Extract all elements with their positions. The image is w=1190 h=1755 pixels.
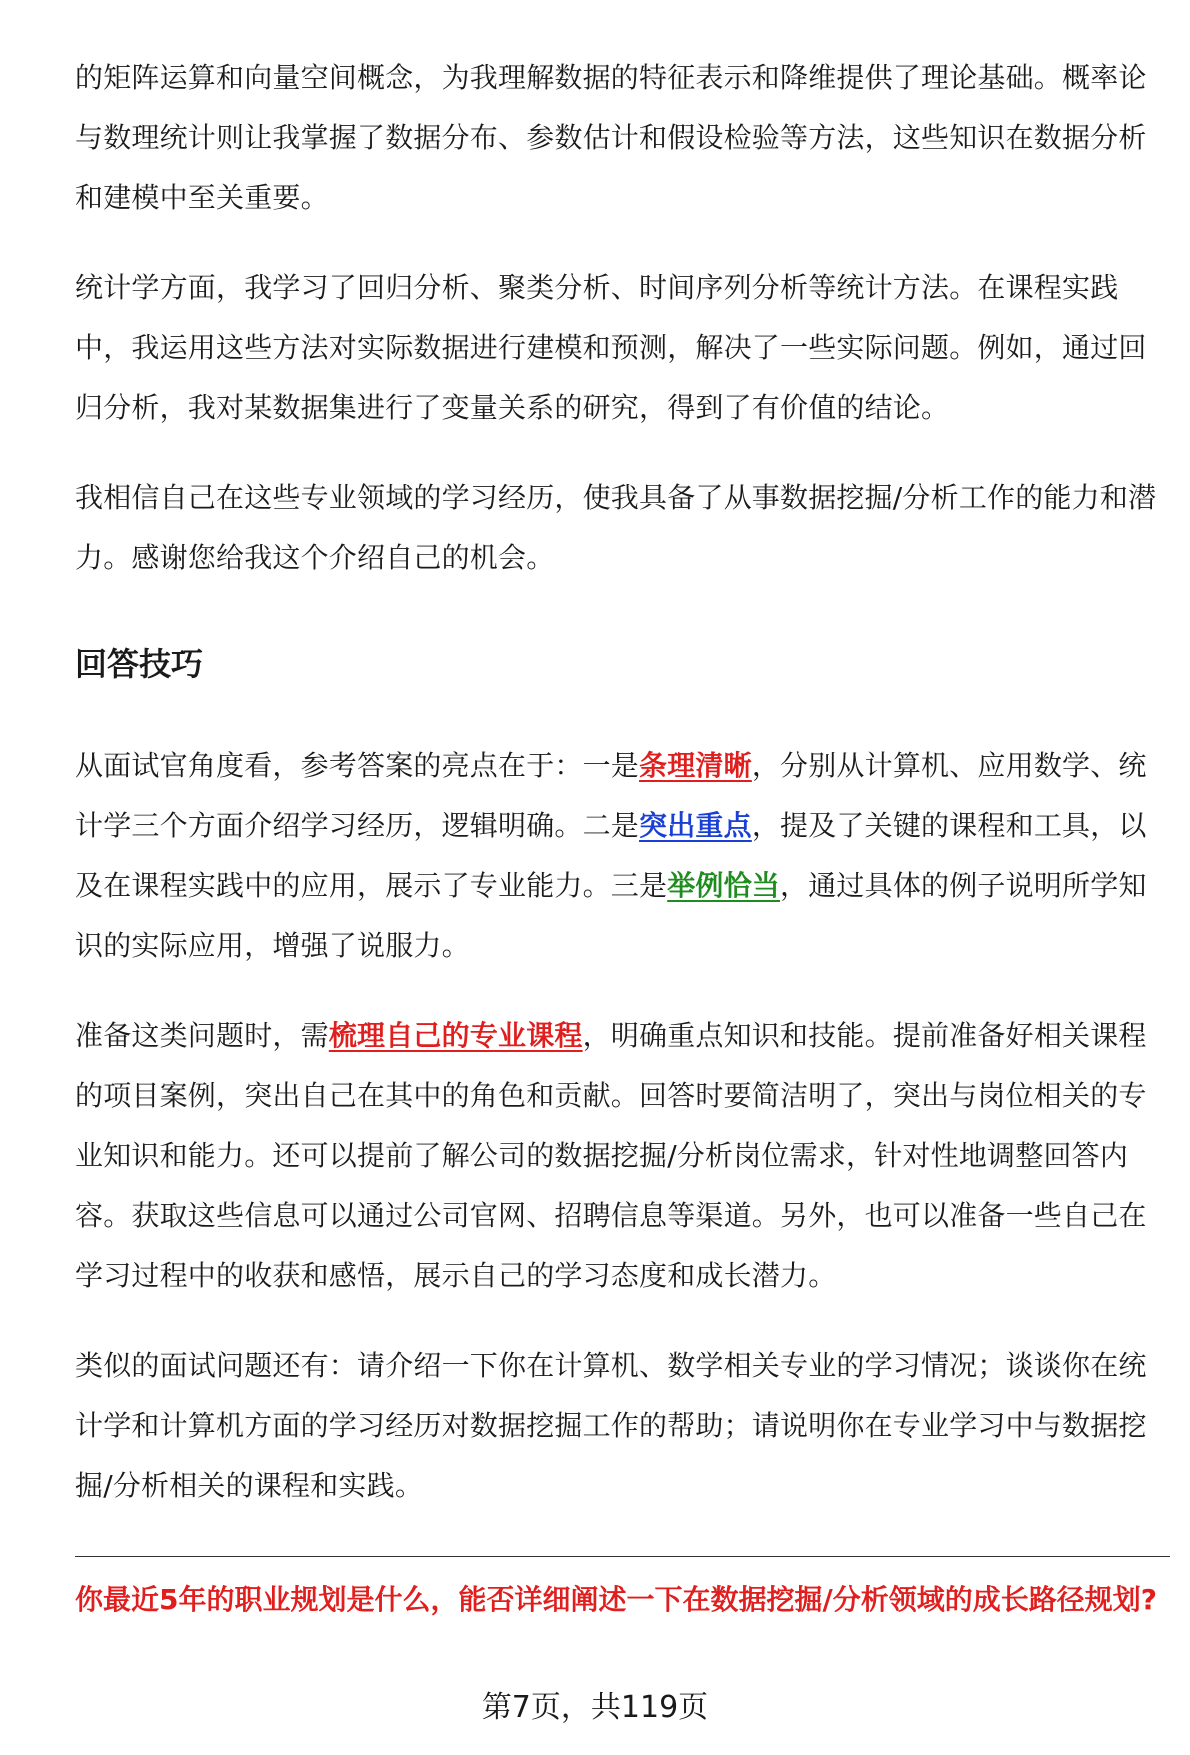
paragraph-tips-preparation (75, 1006, 1170, 1306)
section-heading-tips: 回答技巧 (75, 645, 204, 683)
paragraph-similar-questions: 类似的面试问题还有：请介绍一下你在计算机、数学相关专业的学习情况；谈谈你在统计学和计算机方面的学习经历对数据挖掘工作的帮助；请说明你在专业学习中与数据挖掘/分析相关的课程和实践。 (75, 1349, 1147, 1502)
highlight-clear-structure: 条理清晰 (639, 749, 752, 782)
text-segment: ，通过具体的例子说明所学知识的实际应用，增强了说服力。 (75, 869, 1147, 962)
paragraph-math-stats: 的矩阵运算和向量空间概念，为我理解数据的特征表示和降维提供了理论基础。概率论与数理统计则让我掌握了数据分布、参数估计和假设检验等方法，这些知识在数据分析和建模中至关重要。 (75, 61, 1147, 214)
paragraph-statistics: 统计学方面，我学习了回归分析、聚类分析、时间序列分析等统计方法。在课程实践中，我运用这些方法对实际数据进行建模和预测，解决了一些实际问题。例如，通过回归分析，我对某数据集进行了变量关系的研究，得到了有价值的结论。 (75, 271, 1147, 424)
highlight-review-courses: 梳理自己的专业课程 (328, 1019, 583, 1052)
text-segment: ，明确重点知识和技能。提前准备好相关课程的项目案例，突出自己在其中的角色和贡献。回答时要简洁明了，突出与岗位相关的专业知识和能力。还可以提前了解公司的数据挖掘/分析岗位需求，针对性地调整回答内容。获取这些信息可以通过公司官网、招聘信息等渠道。另外，也可以准备一些自己在学习过程中的收获和感悟，展示自己的学习态度和成长潜力。 (75, 1019, 1147, 1292)
page-number-footer: 第7页，共119页 (481, 1690, 709, 1725)
paragraph-tips-highlights (75, 736, 1170, 976)
document-page (75, 48, 1170, 1619)
text-segment: ，提及了关键的课程和工具，以及在课程实践中的应用，展示了专业能力。三是 (75, 809, 1147, 902)
paragraph-closing: 我相信自己在这些专业领域的学习经历，使我具备了从事数据挖掘/分析工作的能力和潜力。感谢您给我这个介绍自己的机会。 (75, 481, 1157, 574)
text-segment: 从面试官角度看，参考答案的亮点在于：一是 (75, 749, 640, 782)
highlight-good-examples: 举例恰当 (667, 869, 781, 902)
next-interview-question: 你最近5年的职业规划是什么，能否详细阐述一下在数据挖掘/分析领域的成长路径规划? (75, 1583, 1157, 1616)
highlight-key-points: 突出重点 (639, 809, 752, 842)
section-divider (75, 1556, 1170, 1557)
text-segment: 准备这类问题时，需 (75, 1019, 329, 1052)
text-segment: ，分别从计算机、应用数学、统计学三个方面介绍学习经历，逻辑明确。二是 (75, 749, 1147, 842)
